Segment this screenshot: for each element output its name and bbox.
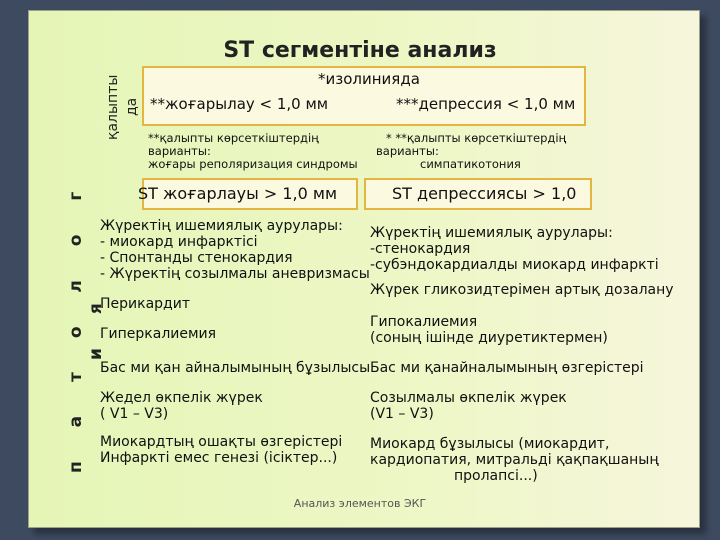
right-hypok-line: (соның ішінде диуретиктермен)	[370, 330, 608, 346]
left-acute-line: Жедел өкпелік жүрек	[100, 390, 263, 406]
right-cerebral: Бас ми қанайналымының өзгерістері	[370, 360, 644, 376]
right-myocard-line: пролапсі...)	[454, 468, 538, 484]
st-elevation-box	[138, 178, 358, 210]
variant-left	[148, 132, 358, 171]
left-ihd-line: Жүректің ишемиялық аурулары:	[100, 218, 343, 234]
norm-label-line: да	[124, 97, 140, 117]
right-chronic-cor-pulmonale	[370, 390, 567, 422]
left-ihd-line: - миокард инфарктісі	[100, 234, 258, 250]
norm-label-line: қалыпты	[105, 74, 121, 140]
left-ihd	[100, 218, 370, 282]
right-ihd	[370, 225, 659, 273]
right-ihd-line: -субэндокардиалды миокард инфаркті	[370, 257, 659, 273]
st-depression-label: ST депрессиясы > 1,0	[392, 184, 577, 203]
variant-line: симпатикотония	[420, 157, 521, 171]
right-hypokalemia	[370, 314, 608, 346]
left-acute-cor-pulmonale	[100, 390, 263, 422]
isoline-depression: ***депрессия < 1,0 мм	[396, 95, 576, 113]
variant-line: варианты:	[148, 144, 211, 158]
st-elevation-label: ST жоғарлауы > 1,0 мм	[138, 184, 338, 203]
left-hyperkalemia: Гиперкалиемия	[100, 326, 217, 342]
isoline-heading: *изолинияда	[318, 70, 420, 88]
norm-side-label	[104, 58, 142, 156]
left-myocardial-changes	[100, 434, 342, 466]
right-myocardial-damage	[370, 436, 659, 484]
variant-line: жоғары реполяризация синдромы	[148, 157, 358, 171]
left-myocard-line: Инфаркті емес генезі (ісіктер...)	[100, 450, 338, 466]
st-depression-box	[364, 178, 592, 210]
right-myocard-line: Миокард бұзылысы (миокардит,	[370, 436, 610, 452]
right-ihd-line: Жүректің ишемиялық аурулары:	[370, 225, 613, 241]
left-ihd-line: - Жүректің созылмалы аневризмасы	[100, 266, 370, 282]
right-chronic-line: Созылмалы өкпелік жүрек	[370, 390, 567, 406]
footer-caption: Анализ элементов ЭКГ	[293, 497, 427, 510]
right-myocard-line: кардиопатия, митральді қақпақшаның	[370, 452, 659, 468]
isoline-elevation: **жоғарылау < 1,0 мм	[150, 95, 329, 113]
variant-line: **қалыпты көрсеткіштердің	[148, 131, 319, 145]
right-chronic-line: (V1 – V3)	[370, 406, 434, 422]
left-acute-line: ( V1 – V3)	[100, 406, 169, 422]
variant-right	[376, 132, 566, 171]
left-myocard-line: Миокардтың ошақты өзгерістері	[100, 434, 343, 450]
variant-line: варианты:	[376, 144, 439, 158]
pathology-side-label: п а т о л о г и я	[66, 177, 106, 473]
left-cerebral: Бас ми қан айналымының бұзылысы	[100, 360, 371, 376]
left-ihd-line: - Спонтанды стенокардия	[100, 250, 293, 266]
slide-title: ST сегментіне анализ	[223, 38, 497, 63]
right-ihd-line: -стенокардия	[370, 241, 471, 257]
variant-line: * **қалыпты көрсеткіштердің	[386, 131, 567, 145]
left-pericarditis: Перикардит	[100, 296, 190, 312]
right-glycoside-overdose: Жүрек гликозидтерімен артық дозалану	[370, 282, 674, 298]
right-hypok-line: Гипокалиемия	[370, 314, 478, 330]
